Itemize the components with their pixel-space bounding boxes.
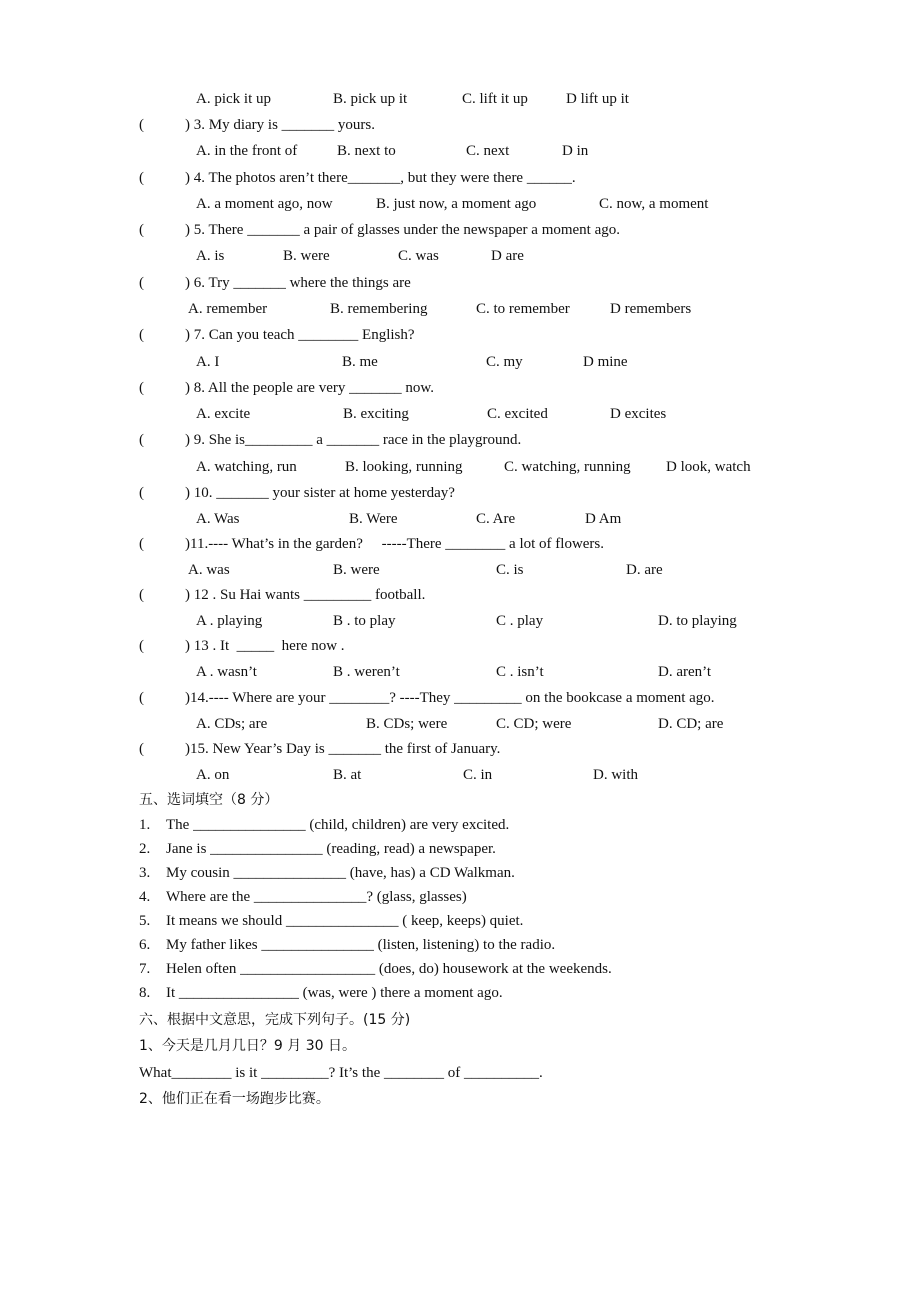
translation-prompt: 1、今天是几月几日？9 月 30 日。 xyxy=(139,1038,356,1054)
question-stem: ) 4. The photos aren’t there_______, but they were there ______. xyxy=(185,170,576,186)
option-b: B. were xyxy=(333,562,380,578)
item-number: 6. xyxy=(139,937,151,953)
answer-paren: ( xyxy=(139,587,144,603)
option-c: C. now, a moment xyxy=(599,196,709,212)
question-stem: ) 10. _______ your sister at home yesterday? xyxy=(185,485,455,501)
fill-sentence: It ________________ (was, were ) there a moment ago. xyxy=(166,985,503,1001)
option-b: B. pick up it xyxy=(333,91,408,107)
option-c: C. in xyxy=(463,767,493,783)
option-d: D excites xyxy=(610,406,667,422)
option-c: C. to remember xyxy=(476,301,570,317)
option-d: D are xyxy=(491,248,524,264)
answer-paren: ( xyxy=(139,690,144,706)
item-number: 2. xyxy=(139,841,151,857)
option-d: D remembers xyxy=(610,301,692,317)
option-c: C. next xyxy=(466,143,510,159)
option-b: B. just now, a moment ago xyxy=(376,196,537,212)
question-stem: )11.---- What’s in the garden? -----There ________ a lot of flowers. xyxy=(185,536,605,552)
option-a: A . wasn’t xyxy=(196,664,257,680)
question-stem: )15. New Year’s Day is _______ the first of January. xyxy=(185,741,501,757)
option-b: B . weren’t xyxy=(333,664,400,680)
answer-paren: ( xyxy=(139,432,144,448)
option-b: B. next to xyxy=(337,143,396,159)
item-number: 4. xyxy=(139,889,151,905)
fill-sentence: Where are the _______________? (glass, glasses) xyxy=(166,889,467,905)
option-c: C. lift it up xyxy=(462,91,528,107)
option-a: A. CDs; are xyxy=(196,716,268,732)
option-d: D. CD; are xyxy=(658,716,724,732)
option-b: B. at xyxy=(333,767,362,783)
answer-paren: ( xyxy=(139,170,144,186)
option-c: C. was xyxy=(398,248,439,264)
item-number: 5. xyxy=(139,913,151,929)
option-b: B. Were xyxy=(349,511,398,527)
question-stem: ) 5. There _______ a pair of glasses under the newspaper a moment ago. xyxy=(185,222,621,238)
answer-paren: ( xyxy=(139,485,144,501)
option-d: D. with xyxy=(593,767,638,783)
option-d: D. to playing xyxy=(658,613,737,629)
option-c: C. CD; were xyxy=(496,716,572,732)
option-c: C. is xyxy=(496,562,524,578)
option-a: A. in the front of xyxy=(196,143,298,159)
item-number: 3. xyxy=(139,865,151,881)
answer-paren: ( xyxy=(139,380,144,396)
option-c: C . isn’t xyxy=(496,664,544,680)
question-stem: ) 7. Can you teach ________ English? xyxy=(185,327,415,343)
answer-paren: ( xyxy=(139,638,144,654)
answer-paren: ( xyxy=(139,741,144,757)
option-b: B. exciting xyxy=(343,406,409,422)
option-a: A. Was xyxy=(196,511,240,527)
item-number: 8. xyxy=(139,985,151,1001)
answer-paren: ( xyxy=(139,327,144,343)
option-d: D. are xyxy=(626,562,663,578)
option-c: C. watching, running xyxy=(504,459,631,475)
option-a: A. excite xyxy=(196,406,251,422)
question-stem: ) 3. My diary is _______ yours. xyxy=(185,117,375,133)
option-c: C . play xyxy=(496,613,544,629)
answer-paren: ( xyxy=(139,275,144,291)
question-stem: ) 12 . Su Hai wants _________ football. xyxy=(185,587,426,603)
section-heading: 六、根据中文意思，完成下列句子。(15 分) xyxy=(139,1012,411,1028)
option-a: A. on xyxy=(196,767,230,783)
fill-sentence: Jane is _______________ (reading, read) a newspaper. xyxy=(166,841,496,857)
option-a: A. pick it up xyxy=(196,91,271,107)
option-d: D in xyxy=(562,143,589,159)
fill-sentence: My cousin _______________ (have, has) a CD Walkman. xyxy=(166,865,515,881)
section-heading: 五、选词填空（8 分） xyxy=(139,792,279,808)
option-d: D lift up it xyxy=(566,91,629,107)
option-a: A. a moment ago, now xyxy=(196,196,333,212)
option-c: C. Are xyxy=(476,511,516,527)
translation-answer-line: What________ is it _________? It’s the ________ of __________. xyxy=(139,1065,543,1081)
option-a: A. remember xyxy=(188,301,268,317)
fill-sentence: The _______________ (child, children) are very excited. xyxy=(166,817,510,833)
option-d: D Am xyxy=(585,511,622,527)
question-stem: ) 13 . It _____ here now . xyxy=(185,638,345,654)
option-a: A. I xyxy=(196,354,220,370)
answer-paren: ( xyxy=(139,536,144,552)
item-number: 7. xyxy=(139,961,151,977)
option-b: B. me xyxy=(342,354,378,370)
fill-sentence: It means we should _______________ ( keep, keeps) quiet. xyxy=(166,913,524,929)
question-stem: )14.---- Where are your ________? ----They _________ on the bookcase a moment ago. xyxy=(185,690,715,706)
option-c: C. my xyxy=(486,354,523,370)
question-stem: ) 8. All the people are very _______ now. xyxy=(185,380,434,396)
option-a: A. watching, run xyxy=(196,459,297,475)
option-c: C. excited xyxy=(487,406,548,422)
option-d: D mine xyxy=(583,354,628,370)
option-a: A. is xyxy=(196,248,225,264)
fill-sentence: Helen often __________________ (does, do) housework at the weekends. xyxy=(166,961,612,977)
option-a: A. was xyxy=(188,562,230,578)
item-number: 1. xyxy=(139,817,151,833)
answer-paren: ( xyxy=(139,117,144,133)
option-a: A . playing xyxy=(196,613,263,629)
answer-paren: ( xyxy=(139,222,144,238)
option-b: B. remembering xyxy=(330,301,428,317)
fill-sentence: My father likes _______________ (listen, listening) to the radio. xyxy=(166,937,556,953)
option-d: D. aren’t xyxy=(658,664,712,680)
option-b: B. were xyxy=(283,248,330,264)
question-stem: ) 9. She is_________ a _______ race in the playground. xyxy=(185,432,522,448)
question-stem: ) 6. Try _______ where the things are xyxy=(185,275,411,291)
translation-prompt: 2、他们正在看一场跑步比赛。 xyxy=(139,1091,330,1107)
option-b: B . to play xyxy=(333,613,396,629)
option-b: B. looking, running xyxy=(345,459,463,475)
option-d: D look, watch xyxy=(666,459,751,475)
option-b: B. CDs; were xyxy=(366,716,448,732)
